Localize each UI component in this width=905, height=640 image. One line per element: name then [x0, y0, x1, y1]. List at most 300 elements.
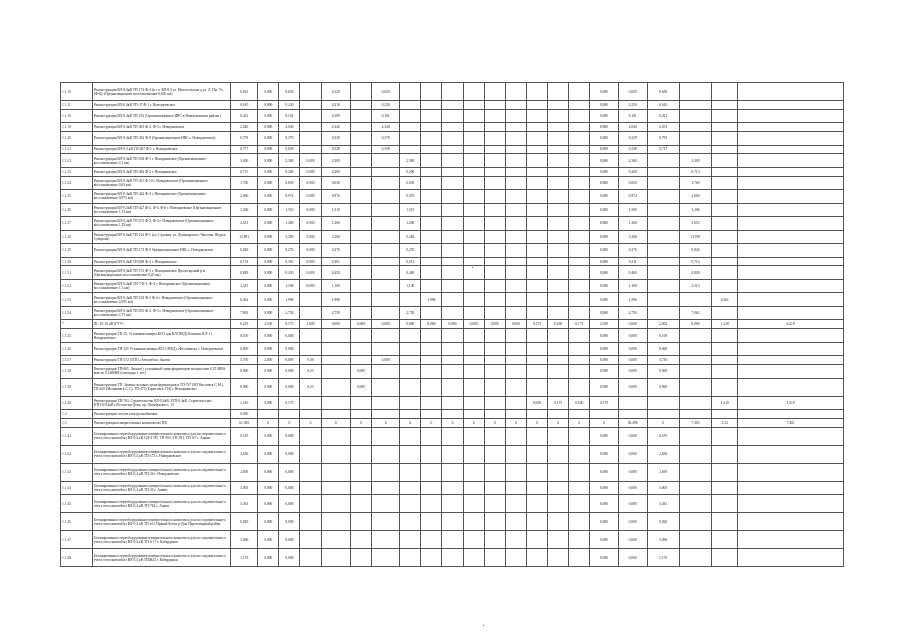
value-cell — [372, 244, 400, 258]
value-cell — [712, 123, 738, 132]
value-cell — [372, 463, 400, 481]
value-cell — [442, 549, 463, 567]
row-name: Бетонированное переоборудование измерительного комплекса для последовательного учета отпускаемой из ВЛ-0,4 кВ ТП-34 г. Анапи — [92, 481, 231, 495]
value-cell — [350, 230, 371, 244]
value-cell — [372, 481, 400, 495]
value-cell: 0,329 — [618, 132, 647, 146]
value-cell — [548, 145, 569, 154]
value-cell — [463, 230, 484, 244]
value-cell — [400, 109, 421, 123]
value-cell — [421, 167, 442, 176]
value-cell — [569, 176, 590, 190]
value-cell — [738, 481, 844, 495]
value-cell — [505, 203, 526, 217]
table-row — [61, 123, 844, 132]
value-cell — [300, 306, 321, 320]
value-cell — [484, 481, 505, 495]
value-cell — [300, 410, 321, 419]
value-cell: 0,800 — [258, 167, 279, 176]
value-cell — [300, 427, 321, 445]
value-cell: 0,800 — [258, 365, 279, 379]
value-cell — [548, 279, 569, 293]
row-number: 1.1.22 — [61, 154, 93, 168]
value-cell: 0,000 — [300, 190, 321, 204]
value-cell — [569, 378, 590, 396]
value-cell: 1,210 — [712, 396, 738, 410]
value-cell — [738, 230, 844, 244]
value-cell — [463, 396, 484, 410]
value-cell — [569, 342, 590, 356]
value-cell: 0,000 — [300, 203, 321, 217]
value-cell: 1,996 — [279, 293, 300, 307]
row-name: Реконструкция ТП-15, Установка камеры КСО для ВЛ (ПКД) Коменко КЛ-1 г. Новоржевское — [92, 329, 231, 343]
value-cell — [463, 445, 484, 463]
value-cell: 0,000 — [590, 329, 618, 343]
row-number: 1.1.30 — [61, 257, 93, 266]
value-cell — [548, 244, 569, 258]
value-cell: 0,976 — [321, 190, 350, 204]
value-cell — [712, 145, 738, 154]
value-cell — [548, 329, 569, 343]
row-number: 1.1.34 — [61, 306, 93, 320]
value-cell — [484, 445, 505, 463]
row-number: 1.1.27 — [61, 217, 93, 231]
value-cell — [548, 410, 569, 419]
value-cell: 0,800 — [258, 123, 279, 132]
value-cell — [679, 293, 712, 307]
value-cell — [463, 203, 484, 217]
value-cell: 2,315 — [231, 279, 258, 293]
value-cell: 0,800 — [258, 279, 279, 293]
value-cell: 2,800 — [258, 356, 279, 365]
value-cell: 0,000 — [618, 531, 647, 549]
value-cell — [505, 132, 526, 146]
value-cell — [712, 244, 738, 258]
value-cell — [526, 365, 547, 379]
value-cell — [350, 266, 371, 280]
value-cell: 0,000 — [618, 549, 647, 567]
table-row — [61, 320, 844, 329]
value-cell — [712, 513, 738, 531]
value-cell — [350, 132, 371, 146]
value-cell: 0 — [484, 418, 505, 427]
value-cell — [442, 190, 463, 204]
value-cell — [679, 396, 712, 410]
value-cell: 0,960 — [231, 378, 258, 396]
value-cell: 7,962 — [679, 306, 712, 320]
value-cell: 0,301 — [321, 257, 350, 266]
value-cell — [484, 190, 505, 204]
value-cell: 0,000 — [300, 176, 321, 190]
row-number: 1.1.10 — [61, 83, 93, 101]
row-name: Реконструкция ВЛ-0,4кВ ТП-37 Ф-1 г. Новоржевское — [92, 101, 231, 110]
value-cell — [258, 410, 279, 419]
value-cell: 0,276 — [400, 244, 421, 258]
value-cell — [484, 132, 505, 146]
table-row — [61, 244, 844, 258]
value-cell — [321, 495, 350, 513]
value-cell: 0,800 — [258, 495, 279, 513]
value-cell — [569, 257, 590, 266]
row-name: Реконструкция ТП. Замена силовых трансформаторов в ТП-747 (ВЛ Кисловск С.М.), ТП-465 (Мешаковск С.С), ТП-473 (Борисовск Г.Н) г. Новоржевское — [92, 378, 231, 396]
value-cell — [421, 445, 442, 463]
value-cell — [569, 230, 590, 244]
value-cell: 0,000 — [618, 356, 647, 365]
value-cell — [463, 365, 484, 379]
value-cell — [300, 145, 321, 154]
value-cell — [647, 217, 679, 231]
value-cell — [300, 513, 321, 531]
value-cell — [548, 257, 569, 266]
value-cell: 2,315 — [679, 279, 712, 293]
value-cell — [738, 83, 844, 101]
value-cell — [526, 481, 547, 495]
value-cell: 0,000 — [590, 190, 618, 204]
value-cell — [548, 190, 569, 204]
value-cell — [484, 293, 505, 307]
value-cell — [712, 495, 738, 513]
value-cell — [463, 266, 484, 280]
value-cell — [484, 427, 505, 445]
value-cell — [463, 217, 484, 231]
value-cell — [505, 176, 526, 190]
table-row — [61, 427, 844, 445]
value-cell — [442, 145, 463, 154]
value-cell: 0,826 — [679, 244, 712, 258]
value-cell: 0,000 — [300, 279, 321, 293]
value-cell — [738, 154, 844, 168]
value-cell: 2,750 — [321, 306, 350, 320]
value-cell — [442, 176, 463, 190]
value-cell: 0,000 — [300, 167, 321, 176]
table-row — [61, 230, 844, 244]
value-cell: 0,000 — [505, 320, 526, 329]
value-cell — [372, 396, 400, 410]
value-cell — [569, 266, 590, 280]
value-cell: 0,421 — [231, 109, 258, 123]
value-cell — [526, 266, 547, 280]
value-cell — [372, 513, 400, 531]
value-cell: 0,000 — [279, 365, 300, 379]
value-cell — [463, 513, 484, 531]
value-cell: 0,173 — [279, 320, 300, 329]
value-cell — [463, 101, 484, 110]
value-cell: 0,000 — [590, 306, 618, 320]
value-cell: 0 — [279, 418, 300, 427]
value-cell: 0,000 — [590, 203, 618, 217]
value-cell — [421, 145, 442, 154]
value-cell: 0,000 — [618, 513, 647, 531]
value-cell — [484, 306, 505, 320]
value-cell: 3,300 — [279, 154, 300, 168]
value-cell — [548, 463, 569, 481]
value-cell — [569, 549, 590, 567]
value-cell — [647, 410, 679, 419]
value-cell — [484, 266, 505, 280]
value-cell — [712, 154, 738, 168]
value-cell — [463, 190, 484, 204]
value-cell: 2,929 — [590, 320, 618, 329]
value-cell — [548, 293, 569, 307]
value-cell: 0,000 — [590, 293, 618, 307]
value-cell: 0,538 — [618, 145, 647, 154]
value-cell — [372, 203, 400, 217]
value-cell — [421, 513, 442, 531]
table-row — [61, 513, 844, 531]
value-cell — [548, 531, 569, 549]
value-cell — [548, 481, 569, 495]
value-cell — [300, 342, 321, 356]
value-cell — [421, 109, 442, 123]
value-cell: 1,996 — [421, 293, 442, 307]
value-cell — [679, 329, 712, 343]
row-name: Реконструкция ТП-601, Анапи (с установкой трансформаторов мощностью 0,25 МВА вместо 0,16МВА) (площадь 1 шт.) — [92, 365, 231, 379]
value-cell — [400, 410, 421, 419]
value-cell — [712, 190, 738, 204]
value-cell — [463, 83, 484, 101]
value-cell — [484, 101, 505, 110]
value-cell — [569, 190, 590, 204]
value-cell: 0,175 — [548, 396, 569, 410]
value-cell — [350, 356, 371, 365]
value-cell: 1,176 — [231, 549, 258, 567]
value-cell — [738, 257, 844, 266]
value-cell — [400, 123, 421, 132]
value-cell — [300, 101, 321, 110]
value-cell: 0,101 — [279, 109, 300, 123]
value-cell — [569, 101, 590, 110]
row-name: ПС 35-10 кВ (ГУУ) — [92, 320, 231, 329]
value-cell — [548, 495, 569, 513]
value-cell — [350, 123, 371, 132]
value-cell — [421, 123, 442, 132]
value-cell: 1,176 — [647, 549, 679, 567]
value-cell — [484, 230, 505, 244]
value-cell — [526, 167, 547, 176]
value-cell: 0,800 — [258, 176, 279, 190]
value-cell — [712, 230, 738, 244]
value-cell — [618, 396, 647, 410]
value-cell: 2,340 — [321, 123, 350, 132]
value-cell — [712, 257, 738, 266]
value-cell — [526, 495, 547, 513]
value-cell — [526, 378, 547, 396]
value-cell: 1,218 — [712, 320, 738, 329]
value-cell — [484, 154, 505, 168]
table-row — [61, 342, 844, 356]
row-number: 1.1.11 — [61, 101, 93, 110]
value-cell: 0,000 — [400, 320, 421, 329]
value-cell — [526, 549, 547, 567]
value-cell — [350, 83, 371, 101]
value-cell: 0,000 — [618, 445, 647, 463]
value-cell: 2,340 — [372, 123, 400, 132]
value-cell — [350, 244, 371, 258]
value-cell: 0,421 — [647, 109, 679, 123]
value-cell — [421, 176, 442, 190]
value-cell: 1,100 — [400, 279, 421, 293]
value-cell: 61,049 — [231, 418, 258, 427]
value-cell — [738, 167, 844, 176]
value-cell — [569, 531, 590, 549]
value-cell: 0,00 — [300, 356, 321, 365]
value-cell: 0,713 — [231, 167, 258, 176]
value-cell: 0,800 — [258, 203, 279, 217]
value-cell — [526, 190, 547, 204]
value-cell: 0,000 — [300, 230, 321, 244]
value-cell — [548, 123, 569, 132]
value-cell — [421, 83, 442, 101]
value-cell — [712, 342, 738, 356]
value-cell: 0,000 — [300, 257, 321, 266]
row-number: 1.1.45 — [61, 495, 93, 513]
value-cell: 0,650 — [321, 176, 350, 190]
value-cell — [738, 101, 844, 110]
row-name: Реконструкция ТП-272 (ЗТП) «Автодебаз» Анапи — [92, 356, 231, 365]
value-cell: 0,000 — [350, 320, 371, 329]
value-cell: 0,800 — [258, 427, 279, 445]
value-cell: 0,120 — [321, 83, 350, 101]
value-cell — [421, 396, 442, 410]
value-cell: 0,000 — [590, 154, 618, 168]
value-cell — [505, 145, 526, 154]
value-cell — [321, 378, 350, 396]
value-cell — [372, 531, 400, 549]
value-cell — [505, 230, 526, 244]
value-cell: 0,000 — [679, 320, 712, 329]
value-cell: 0,000 — [618, 365, 647, 379]
value-cell: 0,630 — [526, 396, 547, 410]
value-cell — [738, 203, 844, 217]
row-number: 1.1.20 — [61, 132, 93, 146]
value-cell: 0 — [350, 418, 371, 427]
value-cell: 2,051 — [647, 123, 679, 132]
value-cell — [647, 176, 679, 190]
value-cell — [548, 101, 569, 110]
value-cell — [526, 427, 547, 445]
value-cell: 0,200 — [321, 167, 350, 176]
value-cell — [350, 203, 371, 217]
value-cell: 0 — [442, 418, 463, 427]
value-cell — [463, 279, 484, 293]
value-cell — [442, 101, 463, 110]
value-cell — [526, 410, 547, 419]
value-cell: 0,230 — [618, 101, 647, 110]
value-cell — [484, 145, 505, 154]
value-cell — [569, 463, 590, 481]
value-cell — [350, 154, 371, 168]
value-cell: 3,361 — [647, 495, 679, 513]
value-cell — [738, 427, 844, 445]
value-cell — [350, 306, 371, 320]
value-cell — [463, 329, 484, 343]
value-cell — [463, 176, 484, 190]
value-cell: 0,460 — [400, 266, 421, 280]
value-cell: 2,653 — [679, 217, 712, 231]
value-cell: 0,610 — [647, 101, 679, 110]
value-cell — [442, 109, 463, 123]
value-cell — [484, 378, 505, 396]
value-cell — [505, 293, 526, 307]
value-cell — [421, 495, 442, 513]
value-cell — [569, 167, 590, 176]
value-cell — [647, 396, 679, 410]
value-cell: 0,000 — [590, 531, 618, 549]
value-cell — [372, 279, 400, 293]
value-cell: 0,800 — [258, 445, 279, 463]
value-cell — [738, 306, 844, 320]
value-cell — [679, 410, 712, 419]
value-cell: 0,200 — [279, 167, 300, 176]
row-name: Реконструкция систем электроснабжения — [92, 410, 231, 419]
value-cell: 0 — [400, 418, 421, 427]
value-cell — [679, 123, 712, 132]
value-cell: 0,974 — [618, 190, 647, 204]
row-name: Реконструкция ВЛ-0,4кВ ТП-214 Ф-1 (ул. Садовая, ул. Луначарского, Чкалова, Шорса, Суворова) — [92, 230, 231, 244]
value-cell — [505, 101, 526, 110]
row-name: Реконструкция ВЛ-0,4кВ ТП-201 Ф-2, Ф-3 г. Новоржевское (Организационное восстановление 2,75 км) — [92, 306, 231, 320]
row-name: Реконструкция ВЛ-0,4кВ ТП-103 Ф-2 Ф-4 г. Новоржевское (Организационное восстановление 2,095 км) — [92, 293, 231, 307]
value-cell — [738, 266, 844, 280]
value-cell: 1,500 — [618, 203, 647, 217]
row-number: 1.1.25 — [61, 190, 93, 204]
value-cell — [505, 167, 526, 176]
value-cell: 1,100 — [321, 279, 350, 293]
value-cell — [463, 495, 484, 513]
value-cell — [548, 365, 569, 379]
value-cell — [679, 463, 712, 481]
value-cell: 0,826 — [231, 244, 258, 258]
value-cell: 0,800 — [258, 101, 279, 110]
value-cell — [421, 342, 442, 356]
value-cell: 2,750 — [279, 306, 300, 320]
value-cell — [548, 109, 569, 123]
value-cell — [400, 365, 421, 379]
value-cell: 0,000 — [590, 145, 618, 154]
value-cell: 0,960 — [647, 378, 679, 396]
value-cell: 0,000 — [590, 427, 618, 445]
value-cell — [526, 217, 547, 231]
row-name: Бетонированное переоборудование измерительного комплекса для последовательного учета отпускаемой из ВЛ-0,4 кВ ТП-613 Ирекай Бетон р-Дон Переговорный район — [92, 513, 231, 531]
value-cell — [526, 342, 547, 356]
value-cell — [679, 378, 712, 396]
value-cell: 0 — [258, 418, 279, 427]
value-cell — [569, 445, 590, 463]
value-cell — [400, 293, 421, 307]
value-cell — [300, 83, 321, 101]
value-cell: 1,210 — [738, 396, 844, 410]
row-name: Бетонированное переоборудование измерительного комплекса для последовательного учета отпускаемой из ВЛ-0,4 кВ СП-4 ТП, ТП-565, ТП-591, ТП-6/7 г. Анапи — [92, 427, 231, 445]
value-cell: 0,000 — [647, 365, 679, 379]
value-cell: 7,305 — [679, 418, 712, 427]
value-cell — [712, 356, 738, 365]
value-cell — [569, 365, 590, 379]
value-cell — [350, 101, 371, 110]
value-cell — [421, 266, 442, 280]
value-cell — [712, 445, 738, 463]
value-cell: 0,000 — [590, 257, 618, 266]
value-cell — [738, 342, 844, 356]
value-cell — [463, 306, 484, 320]
value-cell: 0,000 — [618, 495, 647, 513]
value-cell — [484, 203, 505, 217]
value-cell: 0,650 — [618, 83, 647, 101]
value-cell — [300, 549, 321, 567]
value-cell — [526, 154, 547, 168]
value-cell — [569, 306, 590, 320]
value-cell — [526, 329, 547, 343]
value-cell — [350, 279, 371, 293]
